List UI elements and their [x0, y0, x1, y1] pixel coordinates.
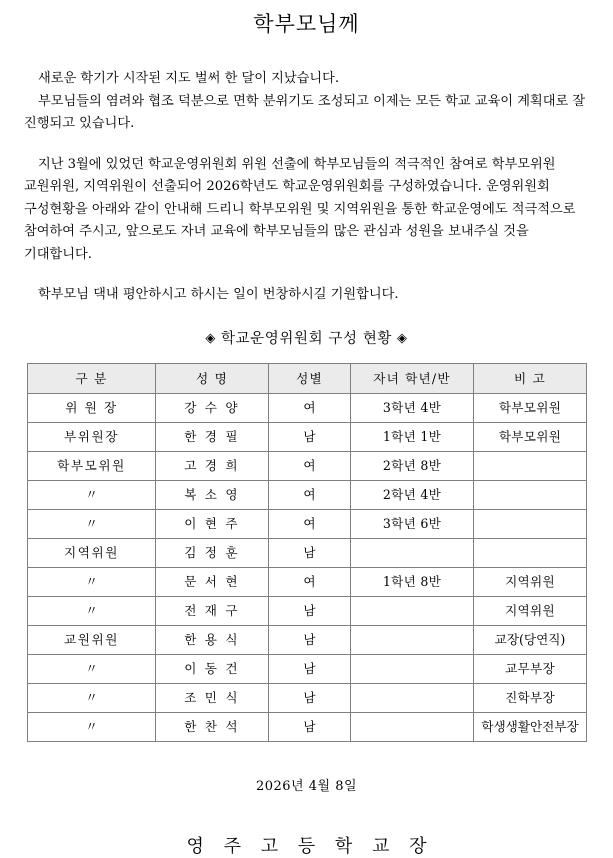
cell-sex: 여: [269, 480, 351, 509]
paragraph-2: 부모님들의 염려와 협조 덕분으로 면학 분위기도 조성되고 이제는 모든 학교 교육이 계획대로 잘 진행되고 있습니다.: [24, 93, 586, 132]
table-row: [28, 480, 587, 509]
cell-note: 교무부장: [474, 654, 587, 683]
cell-note: 진학부장: [474, 683, 587, 712]
column-header-grade: 자녀 학년/반: [351, 363, 474, 393]
cell-sex: 남: [269, 654, 351, 683]
cell-sex: 남: [269, 422, 351, 451]
footer-signature: 영 주 고 등 학 교 장: [186, 835, 434, 857]
cell-division: 학부모위원: [28, 451, 156, 480]
committee-table-wrapper: [0, 363, 613, 742]
cell-grade: 3학년 6반: [351, 509, 474, 538]
cell-note: 학부모위원: [474, 393, 587, 422]
cell-sex: 남: [269, 596, 351, 625]
cell-note: 지역위원: [474, 567, 587, 596]
table-row: [28, 596, 587, 625]
paragraph-gap-2: [24, 266, 589, 284]
cell-name: 한 찬 석: [156, 712, 269, 741]
table-row: [28, 712, 587, 741]
cell-sex: 남: [269, 625, 351, 654]
cell-grade: 1학년 8반: [351, 567, 474, 596]
section-heading: [0, 329, 613, 349]
table-row: [28, 538, 587, 567]
footer-date: 2026년 4월 8일: [255, 778, 358, 794]
column-header-division: 구 분: [28, 363, 156, 393]
column-header-sex: 성별: [269, 363, 351, 393]
cell-name: 강 수 양: [156, 393, 269, 422]
cell-grade: [351, 625, 474, 654]
table-row: [28, 451, 587, 480]
cell-grade: [351, 683, 474, 712]
section-heading-text: 학교운영위원회 구성 현황: [220, 330, 393, 347]
cell-division: 〃: [28, 683, 156, 712]
paragraph-4: 학부모님 댁내 평안하시고 하시는 일이 번창하시길 기원합니다.: [38, 287, 399, 303]
pre-heading-spacer: [0, 307, 613, 329]
body-content: [0, 68, 613, 307]
cell-grade: 2학년 4반: [351, 480, 474, 509]
cell-grade: [351, 538, 474, 567]
committee-table: [27, 363, 587, 742]
cell-note: [474, 509, 587, 538]
cell-note: [474, 480, 587, 509]
cell-sex: 여: [269, 567, 351, 596]
paragraph-1: 새로운 학기가 시작된 지도 벌써 한 달이 지났습니다.: [38, 71, 340, 87]
table-row: [28, 422, 587, 451]
cell-name: 한 용 식: [156, 625, 269, 654]
diamond-left-icon: ◈: [205, 330, 216, 346]
column-header-name: 성 명: [156, 363, 269, 393]
cell-division: 〃: [28, 480, 156, 509]
cell-name: 복 소 영: [156, 480, 269, 509]
table-row: [28, 683, 587, 712]
cell-division: 교원위원: [28, 625, 156, 654]
table-row: [28, 654, 587, 683]
title-spacer: [0, 39, 613, 68]
cell-division: 지역위원: [28, 538, 156, 567]
table-header: [28, 363, 587, 393]
cell-grade: [351, 596, 474, 625]
cell-division: 부위원장: [28, 422, 156, 451]
table-row: [28, 625, 587, 654]
cell-name: 문 서 현: [156, 567, 269, 596]
table-header-row: [28, 363, 587, 393]
cell-grade: 1학년 1반: [351, 422, 474, 451]
cell-division: 〃: [28, 509, 156, 538]
cell-sex: 여: [269, 509, 351, 538]
cell-name: 고 경 희: [156, 451, 269, 480]
cell-sex: 남: [269, 683, 351, 712]
cell-grade: 2학년 8반: [351, 451, 474, 480]
cell-division: 〃: [28, 596, 156, 625]
table-row: [28, 393, 587, 422]
cell-name: 한 경 필: [156, 422, 269, 451]
cell-name: 이 동 건: [156, 654, 269, 683]
table-row: [28, 509, 587, 538]
cell-name: 김 정 훈: [156, 538, 269, 567]
paragraph-gap-1: [24, 136, 589, 154]
cell-sex: 여: [269, 393, 351, 422]
cell-note: 학부모위원: [474, 422, 587, 451]
cell-sex: 남: [269, 712, 351, 741]
cell-sex: 여: [269, 451, 351, 480]
cell-division: 〃: [28, 567, 156, 596]
cell-division: 〃: [28, 654, 156, 683]
paragraph-3: 지난 3월에 있었던 학교운영위원회 위원 선출에 학부모님들의 적극적인 참여로 학부모위원 교원위원, 지역위원이 선출되어 2026학년도 학교운영위원회를 구성하였습니다. 운영위원회 구성현황을 아래와 같이 안내해 드리니 학부모위원 및 지역위원을 통한 학교운영에도 적극적으로 참여하여 주시고, 앞으로도 자녀 교육에 학부모님들의 많은 관심과 성원을 보내주실 것을 기대합니다.: [24, 156, 576, 262]
table-row: [28, 567, 587, 596]
cell-sex: 남: [269, 538, 351, 567]
diamond-right-icon: ◈: [397, 330, 408, 346]
cell-name: 조 민 식: [156, 683, 269, 712]
cell-note: 교장(당연직): [474, 625, 587, 654]
cell-note: 학생생활안전부장: [474, 712, 587, 741]
cell-note: [474, 538, 587, 567]
column-header-note: 비 고: [474, 363, 587, 393]
page-title: 학부모님께: [253, 12, 360, 36]
cell-name: 이 현 주: [156, 509, 269, 538]
cell-name: 전 재 구: [156, 596, 269, 625]
cell-grade: 3학년 4반: [351, 393, 474, 422]
cell-note: [474, 451, 587, 480]
cell-division: 위 원 장: [28, 393, 156, 422]
cell-grade: [351, 712, 474, 741]
cell-note: 지역위원: [474, 596, 587, 625]
cell-division: 〃: [28, 712, 156, 741]
table-body: [28, 393, 587, 741]
cell-grade: [351, 654, 474, 683]
